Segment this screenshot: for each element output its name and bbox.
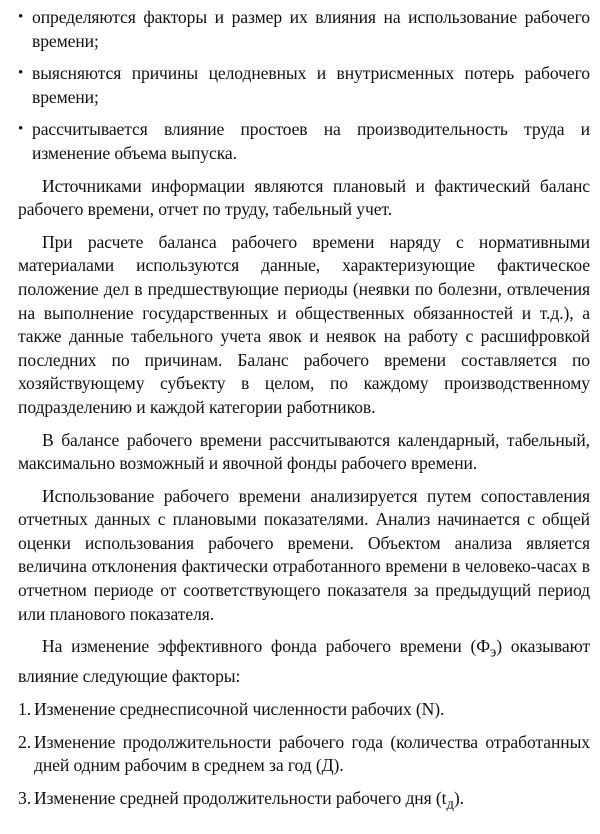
bullet-item <box>18 6 590 53</box>
paragraph-analysis: Использование рабочего времени анализируется путем сопоставления отчетных данных с плановыми показателями. Анализ начинается с общей оценки использования рабочего времени. Объектом анализа является величина отклонения фактически отработанного времени в человеко-часах в отчетном периоде от соответствующего показателя за предыдущий период или планового показателя. <box>18 485 590 624</box>
bullet-item <box>18 62 590 109</box>
bullet-text: рассчитывается влияние простоев на производительность труда и изменение объема выпуска. <box>32 119 590 163</box>
bullet-text: выясняются причины целодневных и внутрисменных потерь рабочего времени; <box>32 63 590 107</box>
factor-text: Изменение продолжительности рабочего года (количества отработанных дней одним рабочим в среднем за год (Д). <box>34 731 590 776</box>
paragraph-factors-intro <box>18 635 590 689</box>
factor-number: 1. <box>18 698 31 719</box>
bullet-item <box>18 118 590 165</box>
factor-number: 3. <box>18 787 31 808</box>
bullet-text: определяются факторы и размер их влияния на использование рабочего времени; <box>32 7 590 51</box>
factor-item <box>18 787 590 817</box>
bullet-mark: • <box>18 65 24 82</box>
factors-intro-after: ) оказывают влияние следующие факторы: <box>18 636 590 687</box>
factor-text-after: ). <box>453 787 464 808</box>
factor-text-subscript: д <box>446 796 454 813</box>
paragraph-funds: В балансе рабочего времени рассчитываются календарный, табельный, максимально возможный и явочной фонды рабочего времени. <box>18 429 590 474</box>
bullet-mark: • <box>18 121 24 138</box>
paragraph-info-sources: Источниками информации являются плановый и фактический баланс рабочего времени, отчет по труду, табельный учет. <box>18 175 590 220</box>
factor-item <box>18 731 590 778</box>
factor-text: Изменение среднесписочной численности рабочих (N). <box>34 698 445 719</box>
factor-number: 2. <box>18 731 31 752</box>
factor-text-before: Изменение средней продолжительности рабочего дня (t <box>34 787 447 808</box>
bullet-mark: • <box>18 9 24 25</box>
factor-text <box>34 787 590 817</box>
factor-item <box>18 698 590 722</box>
paragraph-balance-calculation: При расчете баланса рабочего времени наряду с нормативными материалами используются данные, характеризующие фактическое положение дел в предшествующие периоды (неявки по болезни, отвлечения на выполнение государственных и общественных обязанностей и т.д.), а также данные табельного учета явок и неявок на работу с расшифровкой последних по причинам. Баланс рабочего времени составляется по хозяйствующему субъекту в целом, по каждому производственному подразделению и каждой категории работников. <box>18 231 590 417</box>
factors-intro-subscript: э <box>490 644 497 661</box>
factors-intro-before: На изменение эффективного фонда рабочего времени (Ф <box>42 636 490 657</box>
